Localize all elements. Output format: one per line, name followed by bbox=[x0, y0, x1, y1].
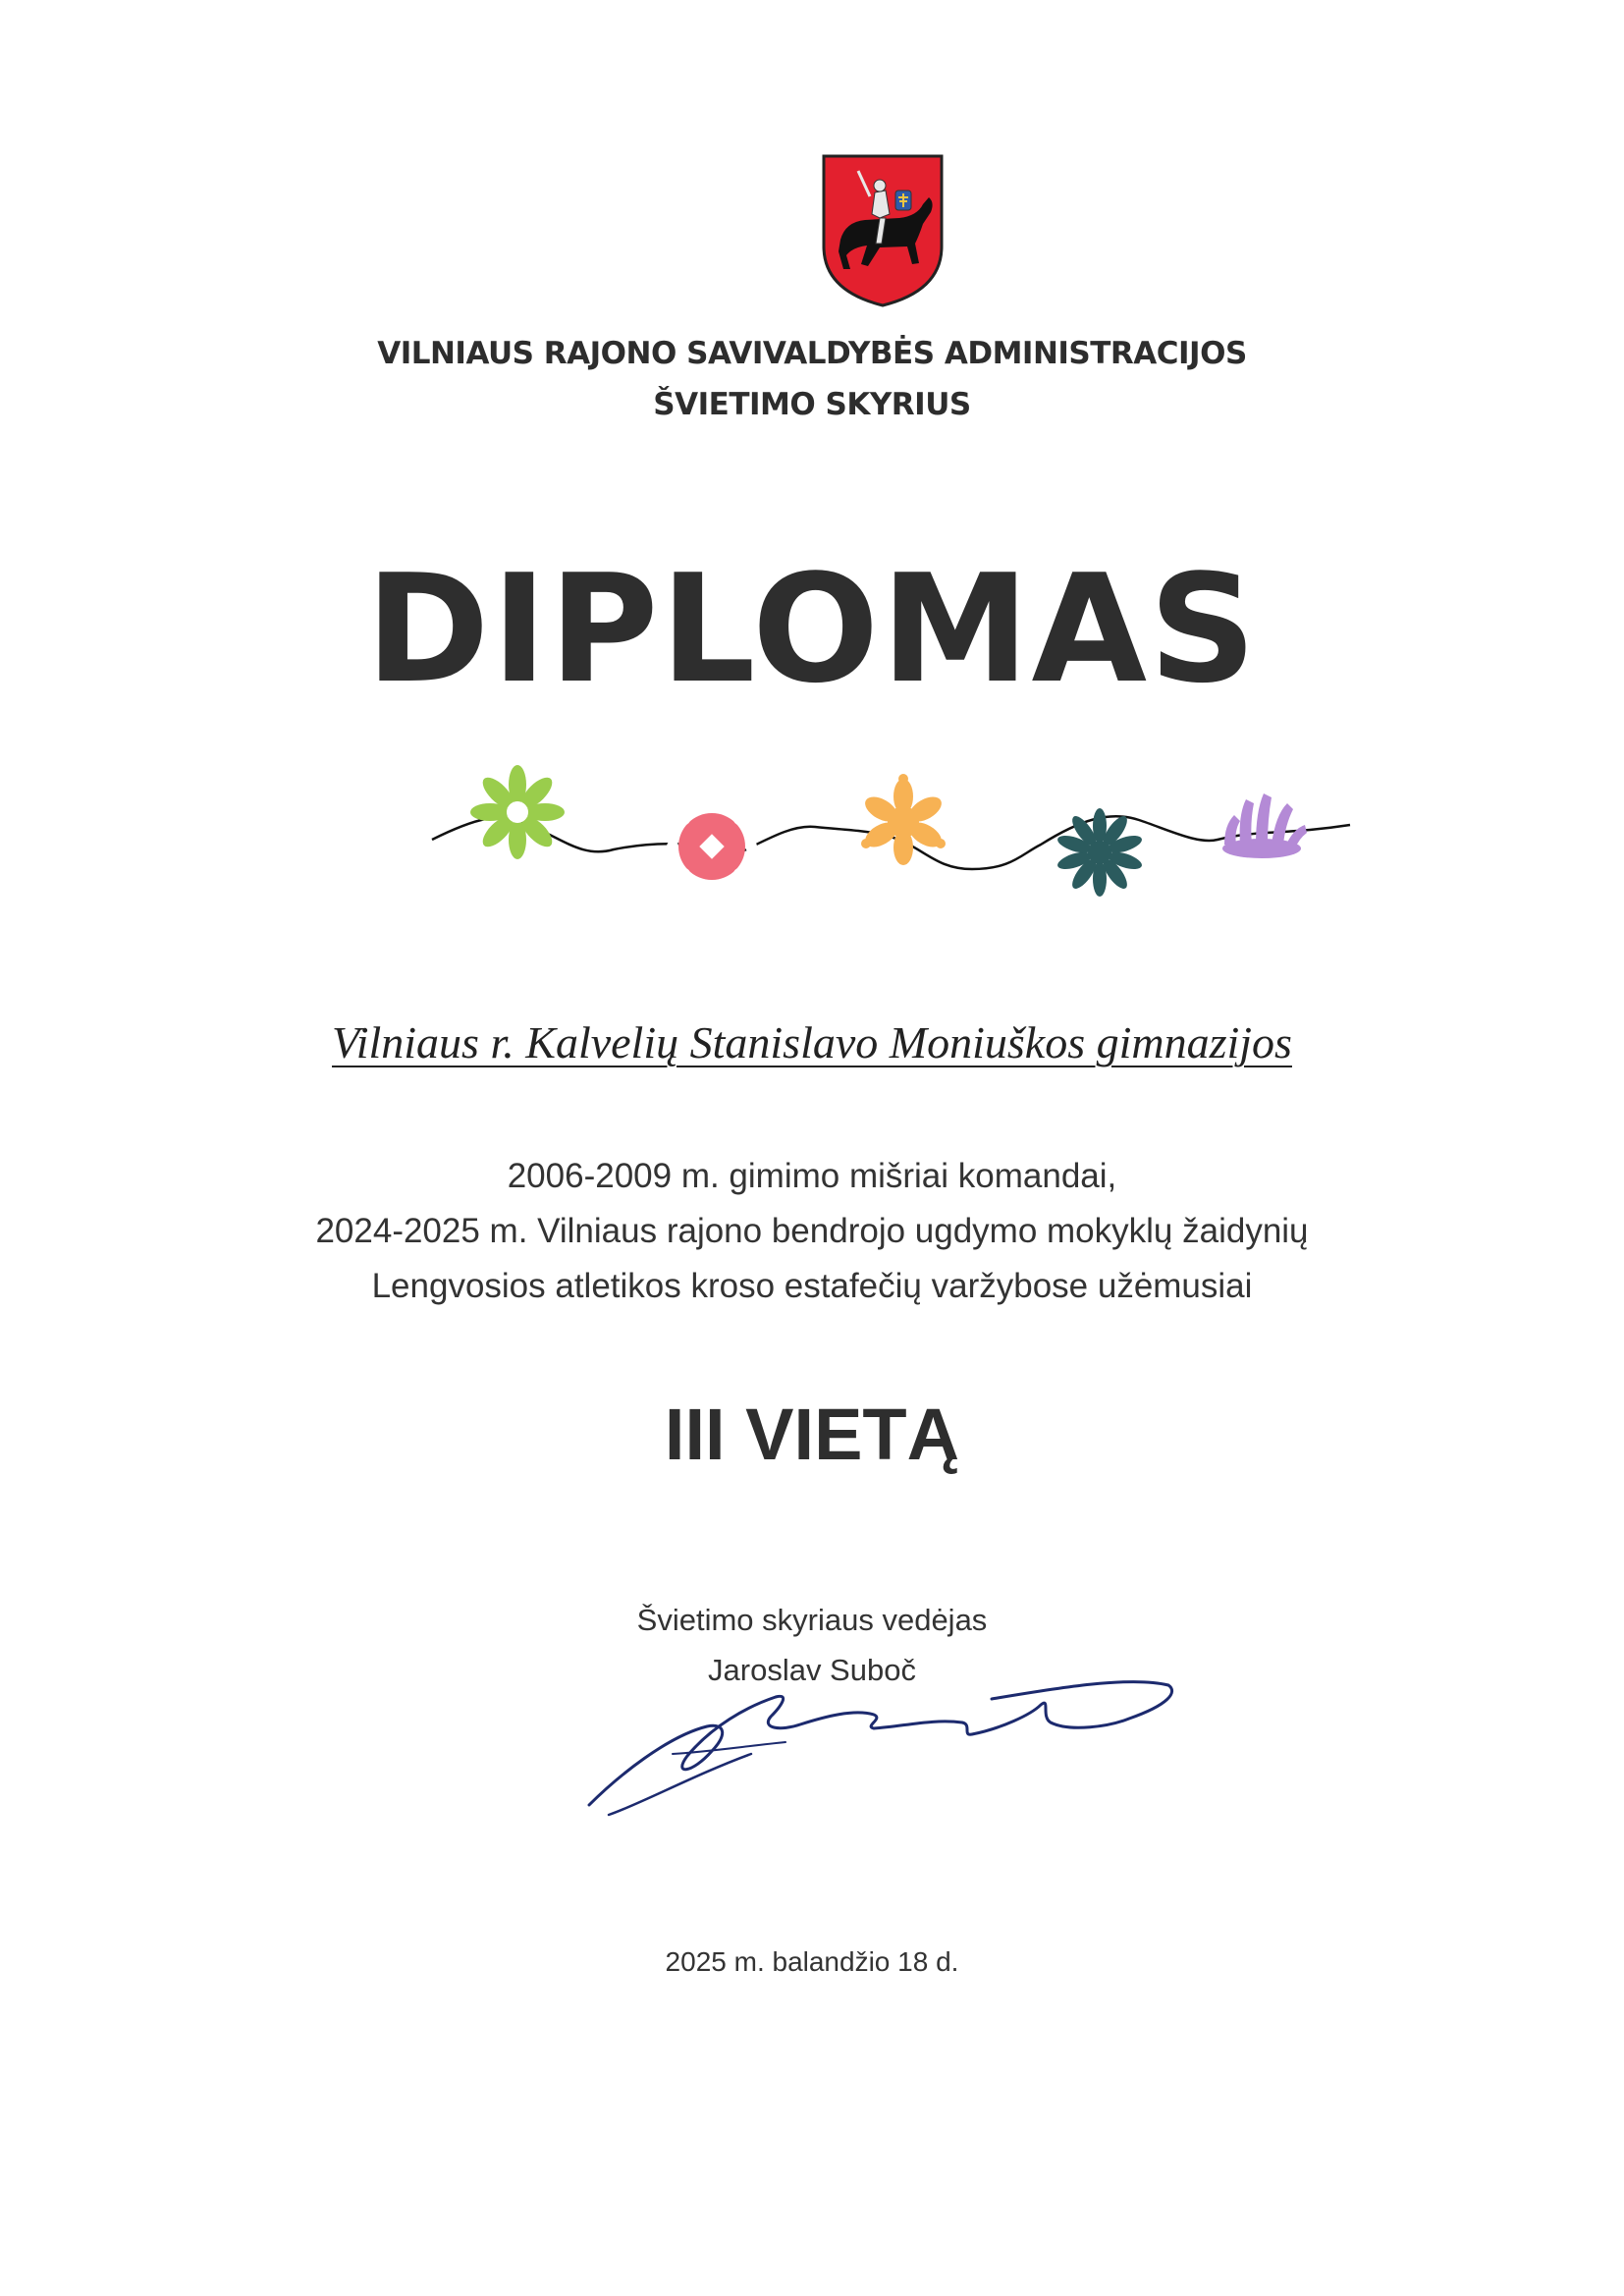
issue-date: 2025 m. balandžio 18 d. bbox=[665, 1946, 959, 1977]
flower-icon bbox=[667, 801, 757, 892]
award-text-line-1: 2006-2009 m. gimimo mišriai komandai, bbox=[507, 1157, 1117, 1195]
flower-icon bbox=[470, 765, 565, 859]
signature bbox=[579, 1658, 1188, 1834]
flower-garland-decoration bbox=[422, 756, 1355, 923]
signatory-name: Jaroslav Suboč bbox=[708, 1653, 916, 1687]
award-text-line-2: 2024-2025 m. Vilniaus rajono bendrojo ugdymo mokyklų žaidynių bbox=[315, 1212, 1309, 1250]
diploma-title: DIPLOMAS bbox=[365, 542, 1259, 716]
flower-icon bbox=[861, 774, 946, 865]
flower-icon bbox=[1056, 808, 1144, 897]
placement-title: III VIETĄ bbox=[664, 1394, 960, 1475]
recipient-school bbox=[0, 1016, 1624, 1068]
issuer-line-1: VILNIAUS RAJONO SAVIVALDYBĖS ADMINISTRACIJOS bbox=[377, 336, 1247, 371]
award-text-line-3: Lengvosios atletikos kroso estafečių varžybose užėmusiai bbox=[371, 1267, 1253, 1305]
recipient-name: Vilniaus r. Kalvelių Stanislavo Moniuškos gimnazijos bbox=[332, 1017, 1292, 1067]
coat-of-arms-icon bbox=[821, 153, 945, 308]
flower-icon bbox=[1222, 793, 1307, 858]
issuer-line-2: ŠVIETIMO SKYRIUS bbox=[653, 387, 971, 422]
signatory-role: Švietimo skyriaus vedėjas bbox=[636, 1603, 988, 1637]
